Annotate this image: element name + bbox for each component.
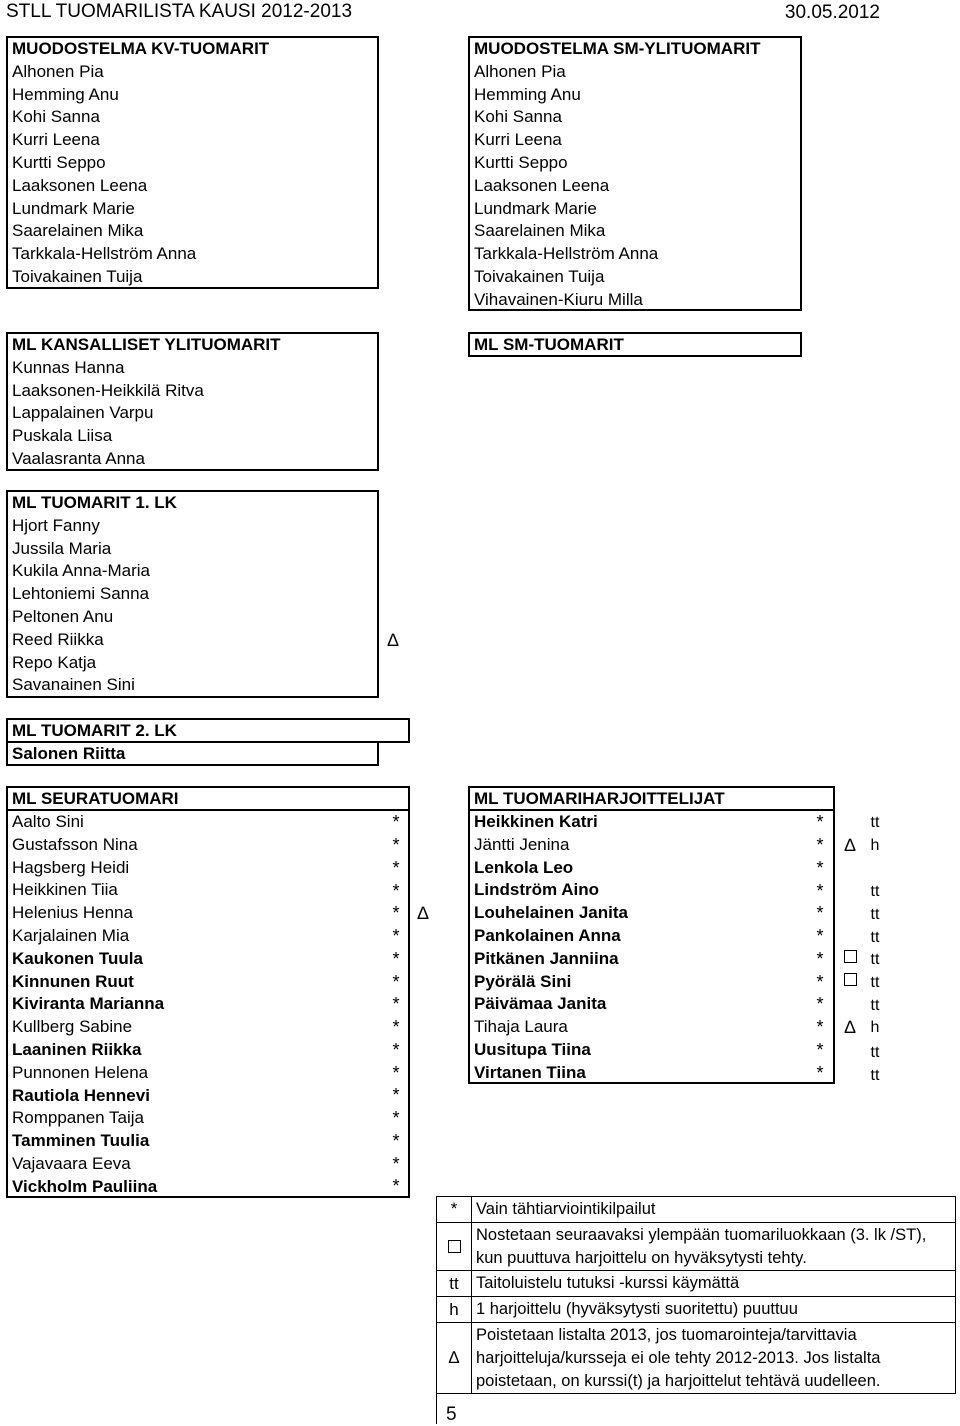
harj-table: [468, 809, 835, 1084]
star-mark: *: [816, 812, 824, 832]
code-mark: tt: [870, 906, 880, 923]
harj-name: Heikkinen Katri: [474, 812, 598, 831]
page-title: STLL TUOMARILISTA KAUSI 2012-2013: [6, 1, 353, 22]
seura-name: Gustafsson Nina: [12, 834, 138, 854]
legend-text: Nostetaan seuraavaksi ylempään tuomariluokkaan (3. lk /ST), kun puuttuva harjoittelu on hyväksytysti tehty.: [476, 1225, 927, 1267]
legend-row: [437, 1296, 955, 1322]
sm-yli-name: Kurtti Seppo: [474, 152, 568, 172]
kv-name: Saarelainen Mika: [12, 221, 144, 241]
sm-yli-heading: MUODOSTELMA SM-YLITUOMARIT: [474, 39, 761, 58]
star-mark: *: [392, 994, 400, 1014]
seura-name: Vajavaara Eeva: [12, 1153, 131, 1173]
legend-row: [437, 1197, 955, 1222]
seura-name: Aalto Sini: [12, 812, 84, 831]
ml-sm-table: [468, 332, 802, 357]
star-mark: *: [392, 972, 400, 992]
code-mark: h: [870, 1019, 880, 1036]
harj-name: Louhelainen Janita: [474, 903, 628, 923]
star-mark: *: [392, 1063, 400, 1083]
ml-1lk-table: [6, 490, 379, 698]
seura-name: Kaukonen Tuula: [12, 948, 143, 968]
seura-name: Vickholm Pauliina: [12, 1176, 158, 1196]
seura-name: Helenius Henna: [12, 903, 133, 923]
ml-2lk-heading: ML TUOMARIT 2. LK: [12, 721, 177, 740]
ml-kans-table: [6, 332, 379, 471]
kv-heading: MUODOSTELMA KV-TUOMARIT: [12, 39, 270, 58]
code-mark: tt: [870, 1044, 880, 1061]
ml-kans-name: Lappalainen Varpu: [12, 403, 154, 423]
triangle-icon: ∆: [387, 630, 399, 650]
harj-heading: ML TUOMARIHARJOITTELIJAT: [474, 789, 725, 808]
seura-name: Karjalainen Mia: [12, 925, 130, 945]
ml-1lk-name: Jussila Maria: [12, 538, 112, 558]
star-mark: *: [392, 926, 400, 946]
star-mark: *: [392, 1108, 400, 1128]
star-mark: *: [392, 1085, 400, 1105]
harj-name: Uusitupa Tiina: [474, 1039, 591, 1059]
code-mark: tt: [870, 974, 880, 991]
ml-1lk-name: Repo Katja: [12, 652, 97, 672]
h-code: h: [437, 1297, 472, 1322]
kv-name: Hemming Anu: [12, 84, 119, 104]
harj-name: Virtanen Tiina: [474, 1062, 586, 1082]
star-mark: *: [816, 1040, 824, 1060]
seura-heading: ML SEURATUOMARI: [12, 789, 179, 808]
star-mark: *: [392, 881, 400, 901]
triangle-icon: ∆: [437, 1323, 472, 1393]
sm-yli-name: Kurri Leena: [474, 130, 562, 150]
star-mark: *: [816, 972, 824, 992]
ml-1lk-name: Savanainen Sini: [12, 675, 135, 695]
star-mark: *: [392, 812, 400, 832]
star-mark: *: [392, 835, 400, 855]
harj-name: Tihaja Laura: [474, 1017, 568, 1037]
sm-yli-name: Tarkkala-Hellström Anna: [474, 244, 659, 264]
ml-kans-name: Puskala Liisa: [12, 426, 113, 446]
kv-name: Toivakainen Tuija: [12, 266, 143, 286]
code-mark: tt: [870, 951, 880, 968]
seura-name: Rautiola Hennevi: [12, 1085, 150, 1105]
kv-name: Lundmark Marie: [12, 198, 135, 218]
ml-kans-name: Laaksonen-Heikkilä Ritva: [12, 380, 204, 400]
legend-text: Taitoluistelu tutuksi -kurssi käymättä: [476, 1274, 740, 1293]
code-mark: tt: [870, 997, 880, 1014]
harj-name: Pankolainen Anna: [474, 925, 621, 945]
star-mark: *: [816, 949, 824, 969]
legend-row: [437, 1222, 955, 1271]
harj-name: Pyörälä Sini: [474, 971, 572, 991]
star-mark: *: [392, 858, 400, 878]
code-mark: tt: [870, 1067, 880, 1084]
ml-sm-heading: ML SM-TUOMARIT: [474, 335, 624, 354]
star-mark: *: [392, 1176, 400, 1196]
code-mark: tt: [870, 814, 880, 831]
legend-row: [437, 1322, 955, 1393]
kv-name: Kurtti Seppo: [12, 152, 106, 172]
ml-1lk-name: Lehtoniemi Sanna: [12, 584, 150, 604]
ml-2lk-table: [6, 741, 379, 766]
harj-name: Lindström Aino: [474, 880, 599, 900]
ml-1lk-name: Hjort Fanny: [12, 515, 100, 535]
divider: [436, 1380, 437, 1424]
sm-yli-name: Lundmark Marie: [474, 198, 597, 218]
ml-1lk-heading: ML TUOMARIT 1. LK: [12, 493, 177, 512]
sm-yli-name: Laaksonen Leena: [474, 175, 610, 195]
star-mark: *: [816, 881, 824, 901]
sm-yli-name: Saarelainen Mika: [474, 221, 606, 241]
sm-yli-name: Kohi Sanna: [474, 107, 562, 127]
kv-name: Kurri Leena: [12, 130, 100, 150]
seura-name: Kinnunen Ruut: [12, 971, 134, 991]
seura-heading-box: [6, 786, 410, 811]
legend-row: [437, 1270, 955, 1296]
ml-2lk-heading-box: [6, 718, 410, 743]
ml-1lk-name: Peltonen Anu: [12, 606, 114, 626]
ml-kans-name: Vaalasranta Anna: [12, 448, 145, 468]
star-mark: *: [392, 903, 400, 923]
seura-name: Kiviranta Marianna: [12, 994, 165, 1014]
date: 30.05.2012: [784, 2, 880, 23]
code-mark: tt: [870, 929, 880, 946]
legend-text: Poistetaan listalta 2013, jos tuomarointeja/tarvittavia harjoitteluja/kursseja ei ole tehty 2012-2013. Jos listalta poistetaan, on kurssi(t) ja harjoittelut tehtävä uudelleen.: [476, 1325, 881, 1390]
harj-name: Pitkänen Janniina: [474, 948, 619, 968]
seura-name: Romppanen Taija: [12, 1108, 144, 1128]
code-mark: tt: [870, 883, 880, 900]
harj-name: Lenkola Leo: [474, 857, 574, 877]
star-mark: *: [392, 1040, 400, 1060]
square-icon: [437, 1223, 472, 1271]
triangle-icon: ∆: [844, 835, 856, 855]
page-number: 5: [446, 1404, 457, 1425]
kv-name: Tarkkala-Hellström Anna: [12, 244, 197, 264]
sm-yli-name: Hemming Anu: [474, 84, 581, 104]
legend: [436, 1196, 956, 1394]
kv-name: Alhonen Pia: [12, 61, 104, 81]
star-mark: *: [816, 1063, 824, 1083]
seura-name: Punnonen Helena: [12, 1062, 149, 1082]
code-mark: h: [870, 837, 880, 854]
star-mark: *: [816, 926, 824, 946]
seura-name: Hagsberg Heidi: [12, 857, 130, 877]
star-mark: *: [392, 1154, 400, 1174]
sm-yli-name: Toivakainen Tuija: [474, 266, 605, 286]
star-mark: *: [816, 858, 824, 878]
star-mark: *: [392, 949, 400, 969]
seura-name: Kullberg Sabine: [12, 1017, 133, 1037]
ml-2lk-name: Salonen Riitta: [12, 744, 126, 763]
triangle-icon: ∆: [844, 1017, 856, 1037]
square-icon: [841, 948, 859, 971]
sm-yli-name: Vihavainen-Kiuru Milla: [474, 289, 643, 309]
seura-name: Laaninen Riikka: [12, 1039, 142, 1059]
ml-kans-heading: ML KANSALLISET YLITUOMARIT: [12, 335, 281, 354]
kv-name: Laaksonen Leena: [12, 175, 148, 195]
sm-yli-name: Alhonen Pia: [474, 61, 566, 81]
triangle-icon: ∆: [417, 903, 429, 923]
kv-table: [6, 36, 379, 289]
harj-name: Jäntti Jenina: [474, 834, 570, 854]
kv-name: Kohi Sanna: [12, 107, 100, 127]
star-icon: *: [437, 1197, 472, 1222]
star-mark: *: [816, 994, 824, 1014]
seura-name: Tamminen Tuulia: [12, 1131, 150, 1151]
square-icon: [841, 971, 859, 994]
ml-1lk-name: Reed Riikka: [12, 629, 104, 649]
star-mark: *: [392, 1131, 400, 1151]
star-mark: *: [816, 903, 824, 923]
star-mark: *: [816, 1017, 824, 1037]
tt-code: tt: [437, 1271, 472, 1296]
seura-table: [6, 809, 410, 1198]
seura-name: Heikkinen Tiia: [12, 880, 118, 900]
harj-heading-box: [468, 786, 835, 811]
star-mark: *: [816, 835, 824, 855]
ml-kans-name: Kunnas Hanna: [12, 357, 125, 377]
sm-yli-table: [468, 36, 802, 311]
legend-text: 1 harjoittelu (hyväksytysti suoritettu) puuttuu: [476, 1300, 798, 1319]
legend-text: Vain tähtiarviointikilpailut: [476, 1200, 656, 1218]
harj-name: Päivämaa Janita: [474, 994, 607, 1014]
ml-1lk-name: Kukila Anna-Maria: [12, 561, 150, 581]
star-mark: *: [392, 1017, 400, 1037]
